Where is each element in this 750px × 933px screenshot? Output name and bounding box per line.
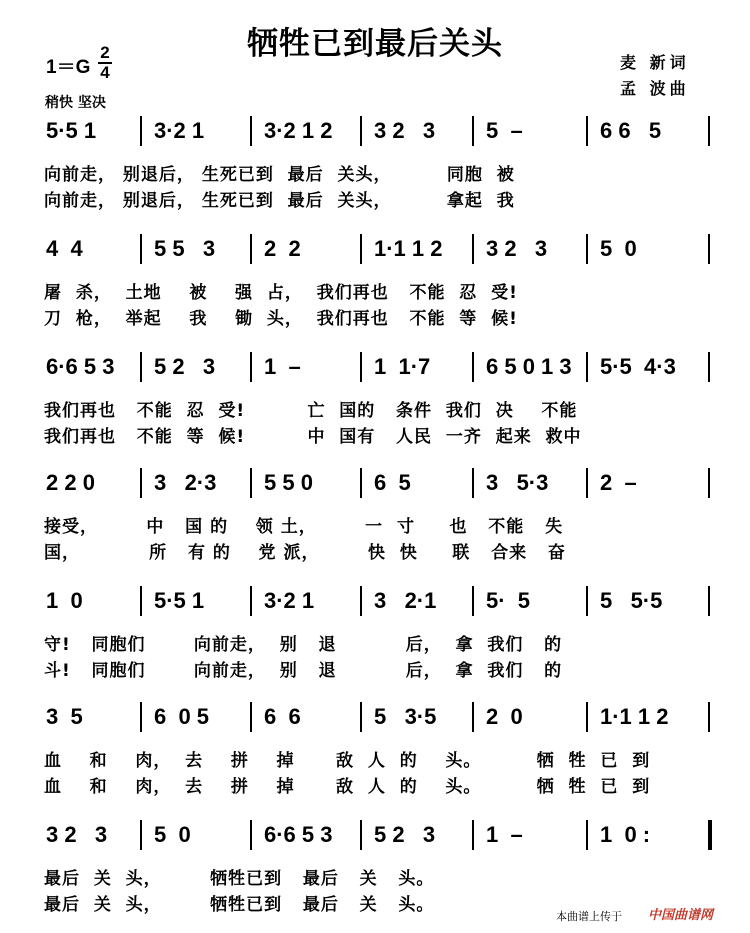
bar-line [140,468,142,498]
bar-line [140,116,142,146]
bar-line [360,702,362,732]
bar-line [708,468,710,498]
measure: 2 2 [264,236,301,261]
measure: 1·1 1 2 [600,704,669,729]
measure: 3 2·3 [154,470,217,495]
measure: 6 6 [264,704,301,729]
measure: 5 2 3 [154,354,216,379]
bar-line [586,352,588,382]
bar-line [472,702,474,732]
lyric-line: 最后 关 头， 牺牲已到 最后 关 头。 [44,869,435,889]
measure: 3 2 3 [46,822,108,847]
bar-line [140,820,142,850]
bar-line [250,352,252,382]
bar-line [708,586,710,616]
measure: 5 2 3 [374,822,436,847]
bar-line [472,820,474,850]
lyric-line: 向前走， 别退后， 生死已到 最后 关头， 同胞 被 [44,165,515,185]
measure: 5 5·5 [600,588,663,613]
lyric-line: 接受， 中 国 的 领 土， 一 寸 也 不能 失 [44,517,564,537]
footer-text: 本曲谱上传于 [556,910,622,923]
bar-line [140,352,142,382]
measure: 5·5 4·3 [600,354,676,379]
measure: 3·2 1 [264,588,315,613]
lyric-line: 守! 同胞们 向前走， 别 退 后， 拿 我们 的 [44,635,563,655]
measure: 5 0 [154,822,191,847]
bar-line [586,702,588,732]
measure: 3 2·1 [374,588,437,613]
lyric-line: 我们再也 不能 忍 受! 亡 国的 条件 我们 决 不能 [44,401,578,421]
measure: 5·5 1 [154,588,205,613]
measure: 5 – [486,118,523,143]
measure: 3 2 3 [374,118,436,143]
bar-line [708,820,712,850]
lyric-line: 我们再也 不能 等 候! 中 国有 人民 一齐 起来 救中 [44,427,582,447]
bar-line [472,116,474,146]
measure: 5 5 0 [264,470,313,495]
measure: 1 0 : [600,822,651,847]
bar-line [360,468,362,498]
lyric-line: 屠 杀， 土地 被 强 占， 我们再也 不能 忍 受! [44,283,518,303]
bar-line [250,468,252,498]
tempo-marking: 稍快 坚决 [45,95,106,111]
measure: 5 5 3 [154,236,216,261]
bar-line [586,468,588,498]
lyric-line: 刀 枪， 举起 我 锄 头， 我们再也 不能 等 候! [44,309,518,329]
measure: 4 4 [46,236,83,261]
bar-line [708,234,710,264]
bar-line [250,702,252,732]
bar-line [250,234,252,264]
bar-line [472,586,474,616]
bar-line [586,234,588,264]
bar-line [360,586,362,616]
key-signature: 1＝G [46,57,91,78]
measure: 1 0 [46,588,83,613]
bar-line [140,702,142,732]
measure: 1 – [264,354,301,379]
measure: 2 2 0 [46,470,95,495]
bar-line [140,234,142,264]
bar-line [250,820,252,850]
meter-top: 2 [100,43,110,62]
measure: 1 – [486,822,523,847]
measure: 3 2 3 [486,236,548,261]
lyric-line: 血 和 肉， 去 拼 掉 敌 人 的 头。 牺 牲 已 到 [44,777,651,797]
bar-line [472,468,474,498]
bar-line [360,352,362,382]
bar-line [472,352,474,382]
measure: 6·6 5 3 [264,822,333,847]
bar-line [586,586,588,616]
measure: 1·1 1 2 [374,236,443,261]
measure: 6 6 5 [600,118,662,143]
bar-line [250,586,252,616]
composer-credit: 孟 波曲 [620,79,690,98]
measure: 2 0 [486,704,523,729]
measure: 3·2 1 [154,118,205,143]
bar-line [360,234,362,264]
time-signature [98,43,112,82]
bar-line [360,116,362,146]
measure: 3 5·3 [486,470,549,495]
bar-line [360,820,362,850]
bar-line [250,116,252,146]
bar-line [586,116,588,146]
measure: 6 5 [374,470,411,495]
bar-line [708,352,710,382]
measure: 3·2 1 2 [264,118,333,143]
measure: 5·5 1 [46,118,97,143]
meter-bottom: 4 [100,63,110,82]
measure: 5 3·5 [374,704,437,729]
page-title: 牺牲已到最后关头 [247,26,503,62]
lyric-line: 血 和 肉， 去 拼 掉 敌 人 的 头。 牺 牲 已 到 [44,751,651,771]
lyric-line: 斗! 同胞们 向前走， 别 退 后， 拿 我们 的 [44,661,563,681]
footer-brand: 中国曲谱网 [648,908,714,923]
lyric-line: 向前走， 别退后， 生死已到 最后 关头， 拿起 我 [44,191,515,211]
bar-line [708,116,710,146]
measure: 6 0 5 [154,704,210,729]
bar-line [586,820,588,850]
bar-line [708,702,710,732]
bar-line [140,586,142,616]
measure: 5· 5 [486,588,531,613]
measure: 2 – [600,470,637,495]
measure: 6·6 5 3 [46,354,115,379]
measure: 6 5 0 1 3 [486,354,572,379]
measure: 5 0 [600,236,637,261]
lyric-line: 国， 所 有 的 党 派， 快 快 联 合来 奋 [44,543,566,563]
measure: 3 5 [46,704,83,729]
measure: 1 1·7 [374,354,431,379]
lyricist-credit: 麦 新词 [620,53,690,72]
bar-line [472,234,474,264]
lyric-line: 最后 关 头， 牺牲已到 最后 关 头。 [44,895,435,915]
